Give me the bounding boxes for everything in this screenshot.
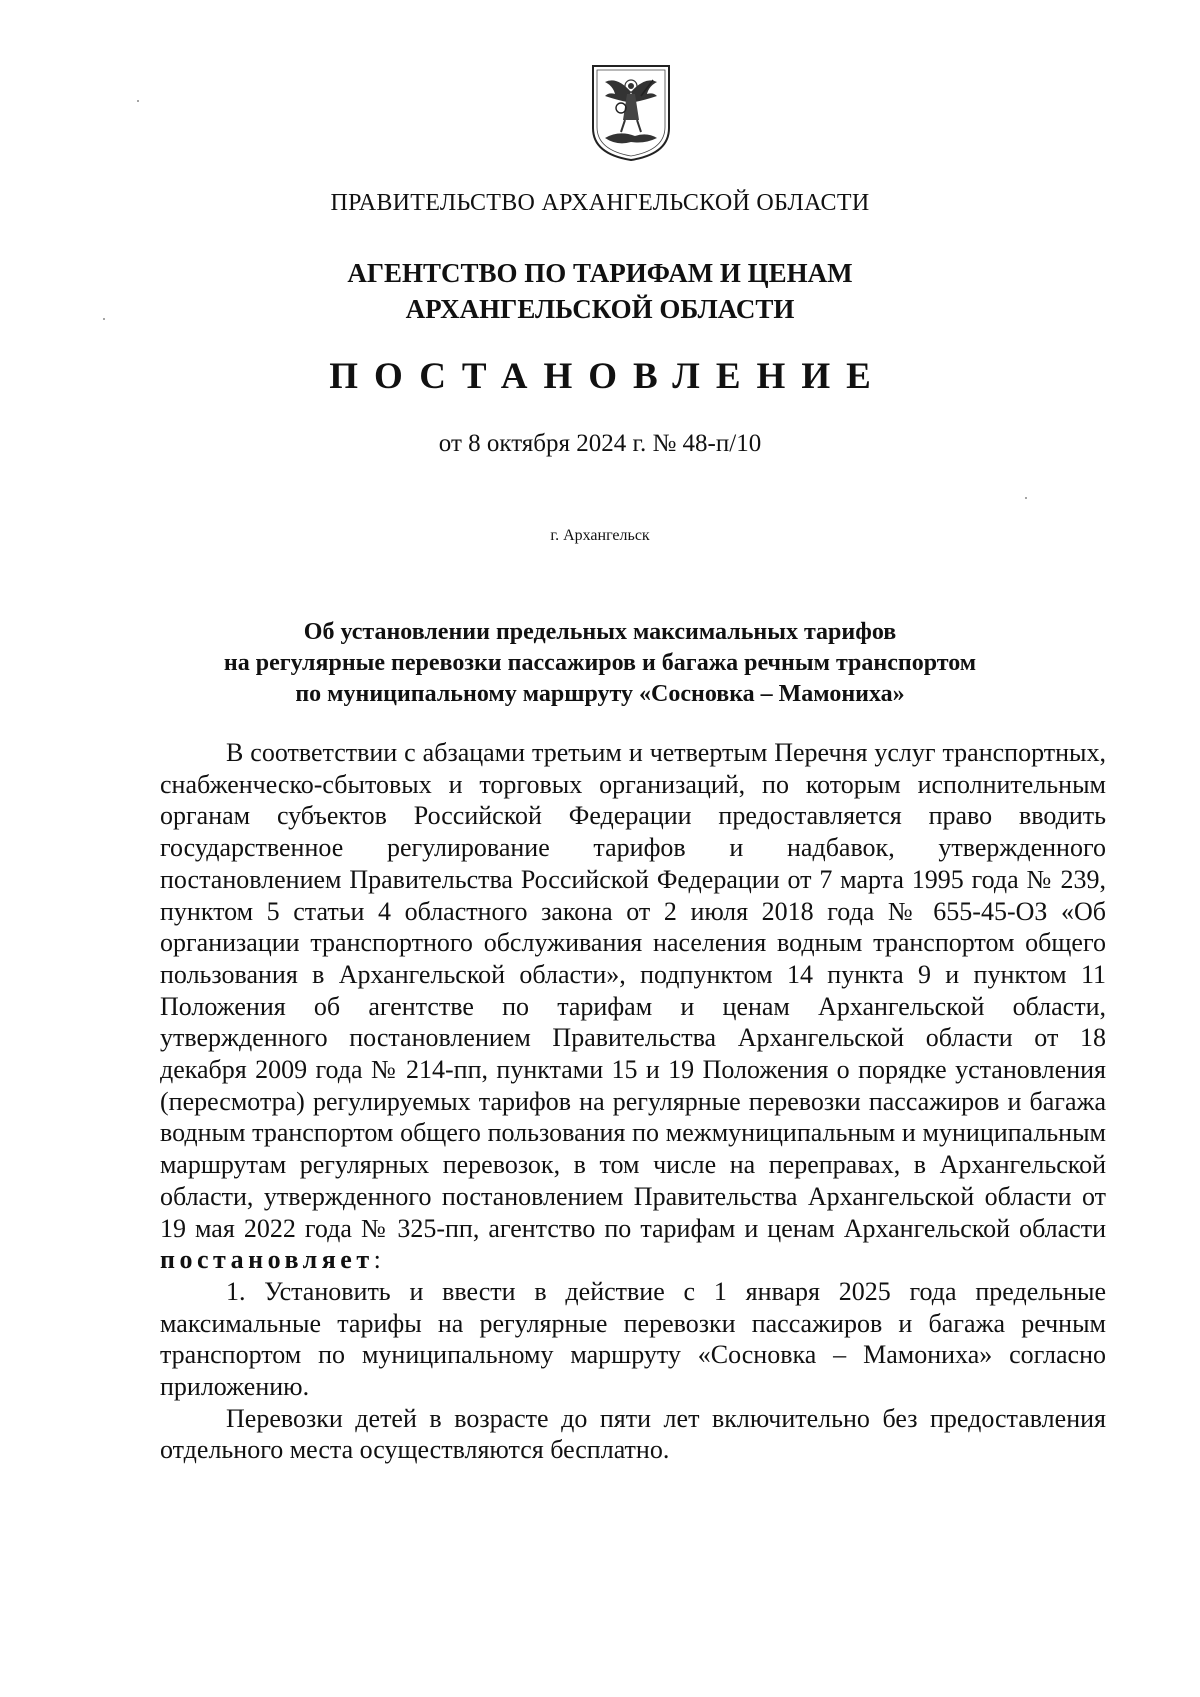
resolves-word: постановляет <box>160 1245 374 1275</box>
scan-speck <box>1025 497 1027 499</box>
scan-speck <box>103 318 105 320</box>
agency-name-line-1: АГЕНТСТВО ПО ТАРИФАМ И ЦЕНАМ <box>347 258 853 288</box>
agency-name <box>0 255 1200 327</box>
preamble-paragraph <box>160 737 1106 1276</box>
resolves-colon: : <box>373 1245 381 1275</box>
government-heading: ПРАВИТЕЛЬСТВО АРХАНГЕЛЬСКОЙ ОБЛАСТИ <box>330 190 870 216</box>
item-1-paragraph: 1. Установить и ввести в действие с 1 января 2025 года предельные максимальные тарифы на регулярные перевозки пассажиров и багажа речным транспортом по муниципальному маршруту «Сосновка – Мамониха» согласно приложению. <box>160 1276 1106 1402</box>
subject-line-3: по муниципальному маршруту «Сосновка – Мамониха» <box>295 681 905 707</box>
children-note-paragraph: Перевозки детей в возрасте до пяти лет включительно без предоставления отдельного места осуществляются бесплатно. <box>160 1403 1106 1465</box>
document-body <box>160 737 1106 1466</box>
document-type: ПОСТАНОВЛЕНИЕ <box>329 356 887 397</box>
subject-line-2: на регулярные перевозки пассажиров и багажа речным транспортом <box>223 650 977 676</box>
document-date-number: от 8 октября 2024 г. № 48-п/10 <box>438 430 762 457</box>
document-city: г. Архангельск <box>550 527 650 544</box>
agency-name-line-2: АРХАНГЕЛЬСКОЙ ОБЛАСТИ <box>405 294 795 324</box>
subject-line-1: Об установлении предельных максимальных тарифов <box>303 619 897 645</box>
preamble-text: В соответствии с абзацами третьим и четвертым Перечня услуг транспортных, снабженческо-сбытовых и торговых организаций, по которым исполнительным органам субъектов Российской Федерации предоставляется право вводить государственное регулирование тарифов и надбавок, утвержденного постановлением Правительства Российской Федерации от 7 марта 1995 года № 239, пунктом 5 статьи 4 областного закона от 2 июля 2018 года № 655-45-ОЗ «Об организации транспортного обслуживания населения водным транспортом общего пользования в Архангельской области», подпунктом 14 пункта 9 и пунктом 11 Положения об агентстве по тарифам и ценам Архангельской области, утвержденного постановлением Правительства Архангельской области от 18 декабря 2009 года № 214-пп, пунктами 15 и 19 Положения о порядке установления (пересмотра) регулируемых тарифов на регулярные перевозки пассажиров и багажа водным транспортом общего пользования по межмуниципальным и муниципальным маршрутам регулярных перевозок, в том числе на переправах, в Архангельской области, утвержденного постановлением Правительства Архангельской области от 19 мая 2022 года № 325-пп, агентство по тарифам и ценам Архангельской области <box>160 738 1106 1243</box>
document-subject <box>0 617 1200 710</box>
scan-speck <box>137 100 139 102</box>
coat-of-arms-icon <box>587 62 675 162</box>
